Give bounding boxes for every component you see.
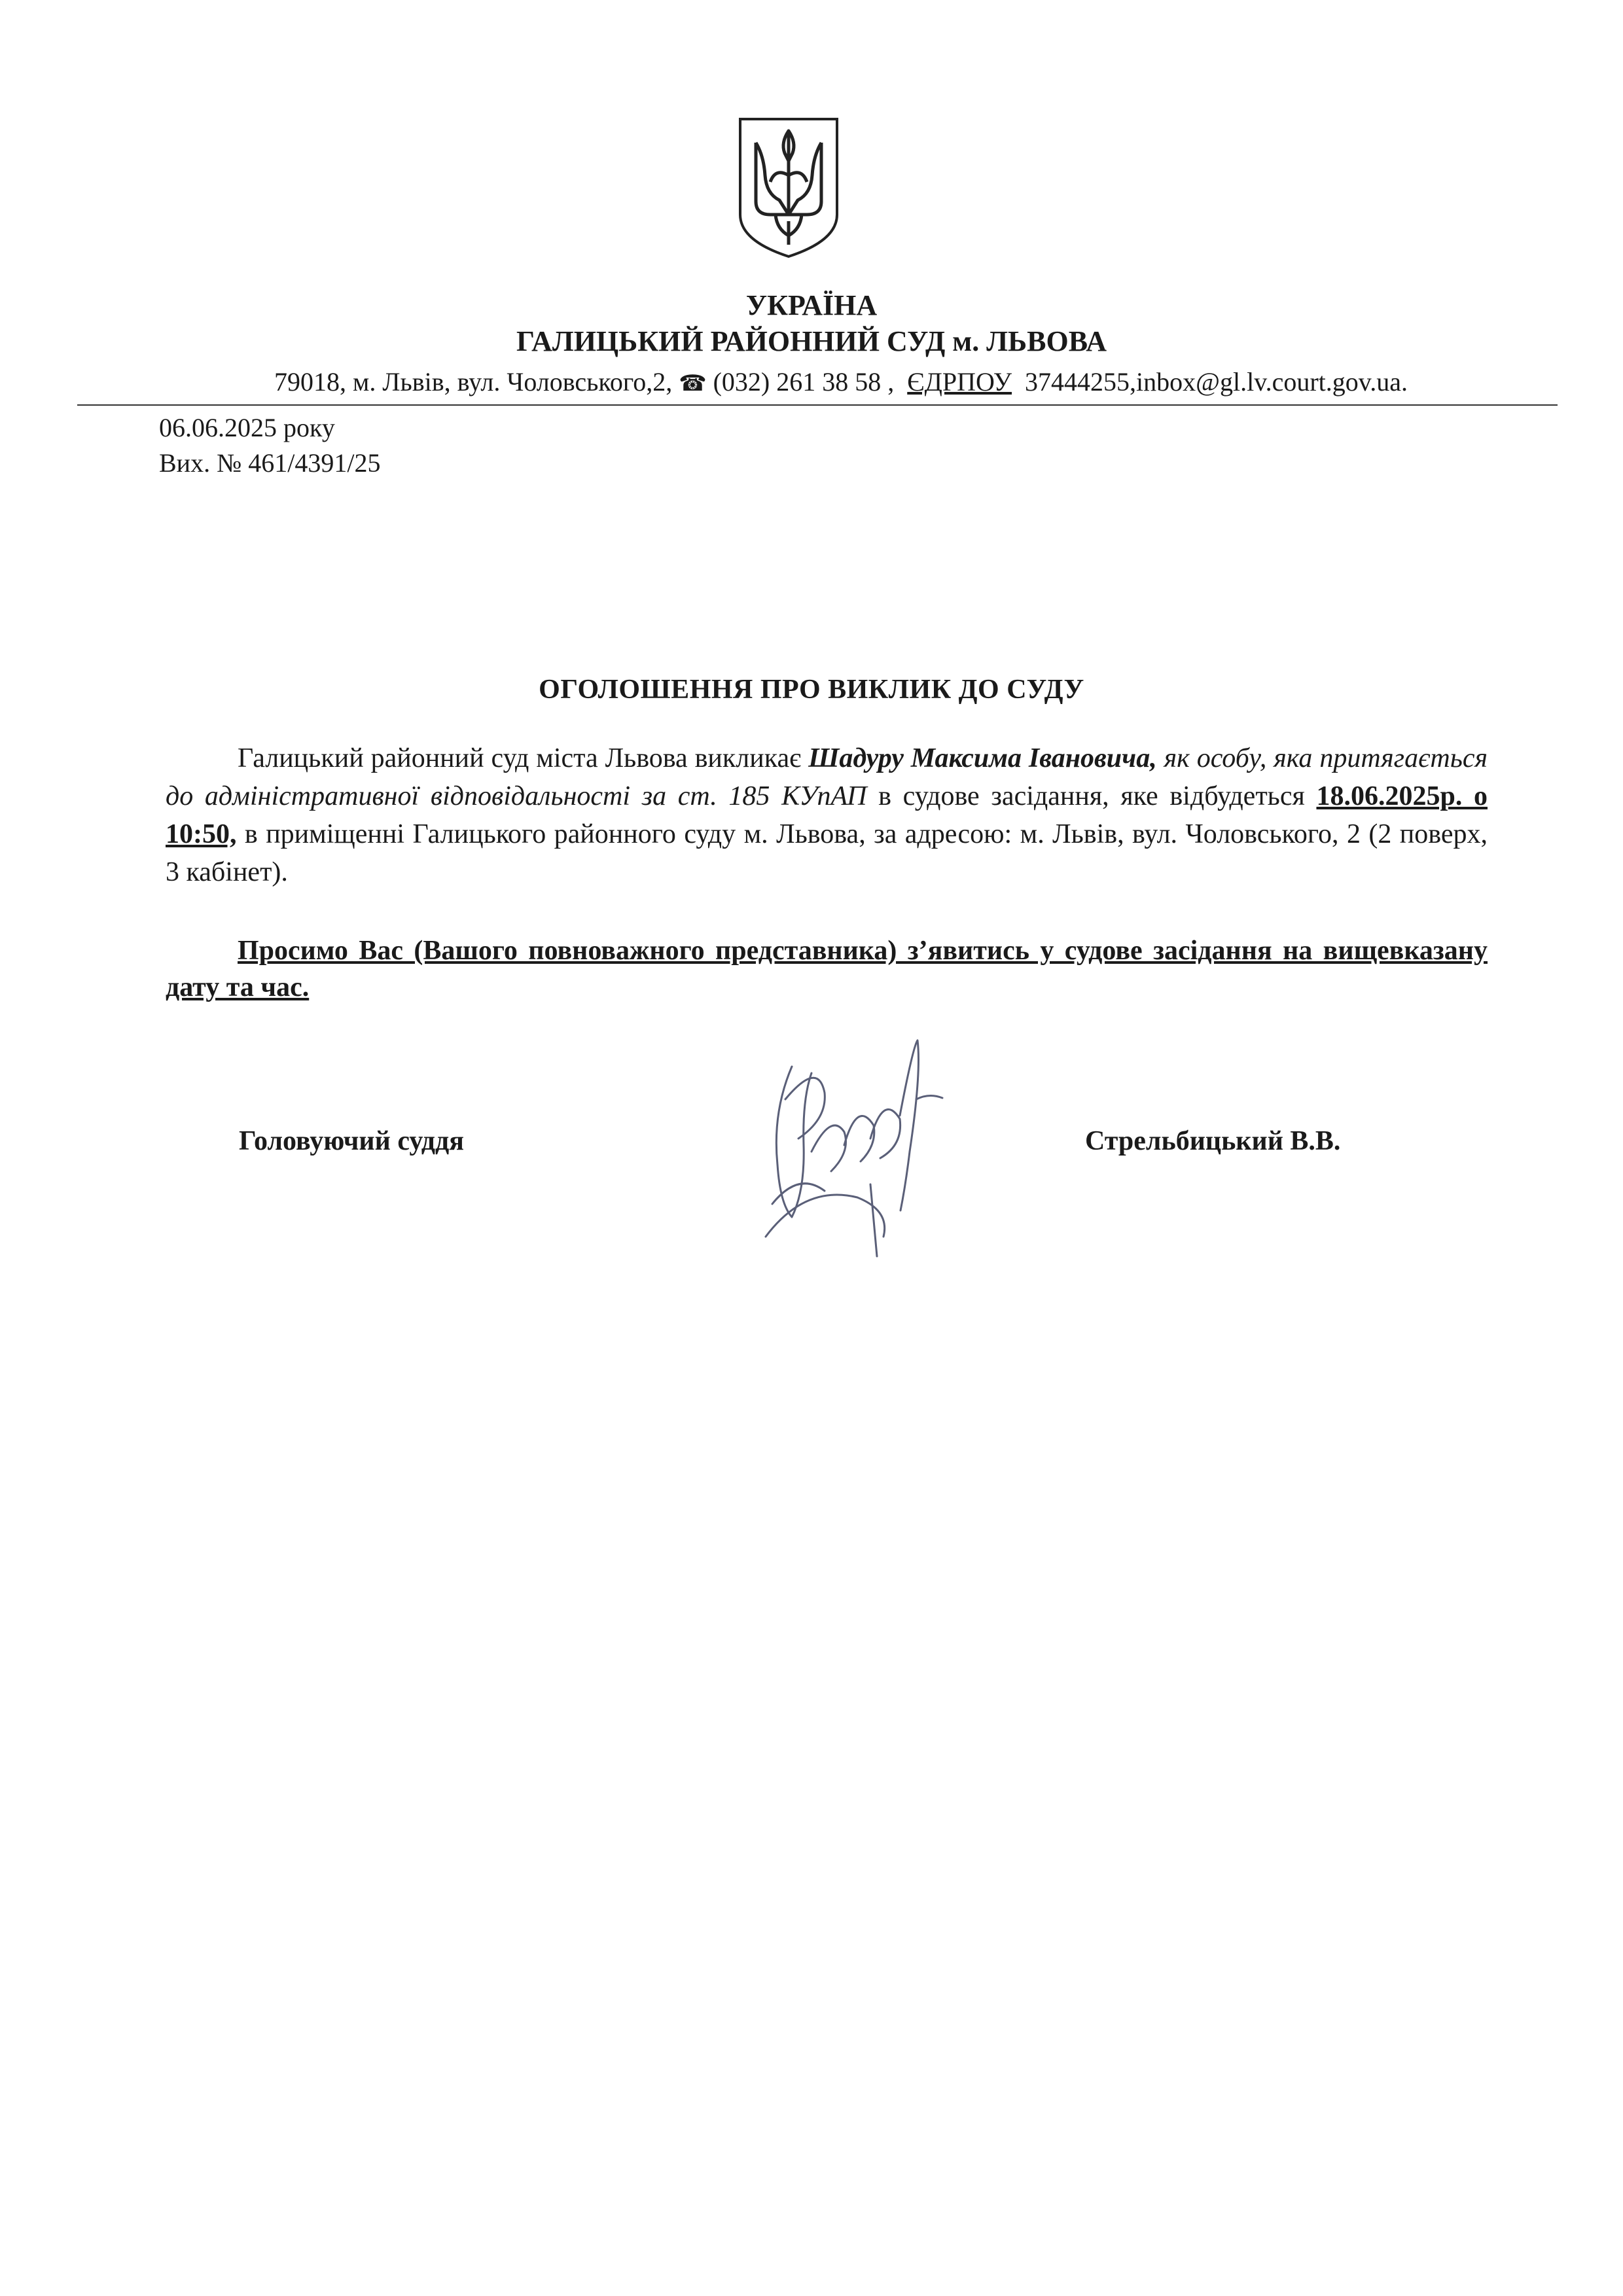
presiding-judge-label: Головуючий суддя [239, 1126, 464, 1156]
header-divider [77, 404, 1558, 406]
appearance-request [166, 932, 1488, 1006]
court-name-heading: ГАЛИЦЬКИЙ РАЙОННИЙ СУД м. ЛЬВОВА [516, 325, 1107, 357]
notice-text-intro: Галицький районний суд міста Львова викликає [238, 743, 809, 773]
court-phone: (032) 261 38 58 , [713, 367, 895, 397]
notice-text-location: в приміщенні Галицького районного суду м. Львова, за адресою: м. Львів, вул. Чоловського, 2 (2 поверх, 3 кабінет). [166, 819, 1488, 887]
summoned-person-name: Шадуру Максима Івановича, [808, 743, 1157, 773]
judge-name: Стрельбицький В.В. [1085, 1126, 1341, 1156]
summoned-person-role: як особу, яка притягається до адміністративної відповідальності за ст. 185 КУпАП [166, 743, 1488, 811]
notice-paragraph [166, 739, 1488, 891]
appearance-request-text: Просимо Вас (Вашого повноважного представника) з’явитись у судове засідання на вищевказану дату та час. [166, 936, 1488, 1002]
outgoing-number: Вих. № 461/4391/25 [159, 448, 381, 478]
court-address: 79018, м. Львів, вул. Чоловського,2, [274, 367, 673, 397]
edrpou-and-email: 37444255,inbox@gl.lv.court.gov.ua. [1025, 367, 1408, 397]
edrpou-label: ЄДРПОУ [907, 367, 1012, 397]
handwritten-signature [746, 1021, 982, 1269]
phone-icon: ☎ [679, 370, 707, 397]
trident-coat-of-arms-icon [736, 116, 841, 259]
notice-text-middle: в судове засідання, яке відбудеться [866, 781, 1317, 811]
document-date: 06.06.2025 року [159, 413, 335, 442]
notice-body [166, 739, 1488, 891]
court-contacts-line [124, 366, 1558, 397]
notice-title: ОГОЛОШЕННЯ ПРО ВИКЛИК ДО СУДУ [539, 675, 1084, 705]
country-heading: УКРАЇНА [745, 289, 878, 321]
hearing-datetime: 18.06.2025р. о 10:50, [166, 781, 1488, 849]
